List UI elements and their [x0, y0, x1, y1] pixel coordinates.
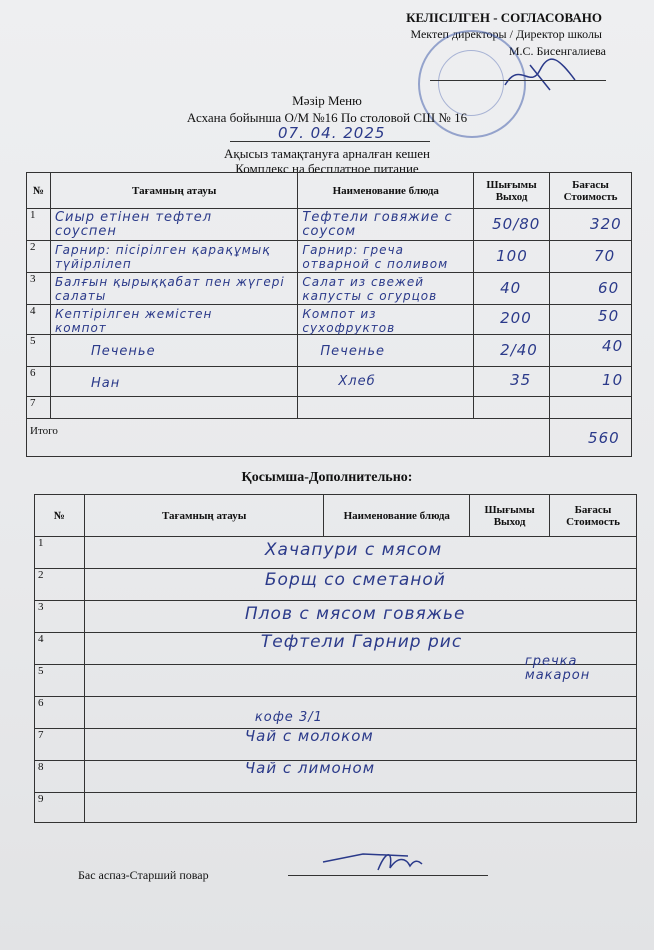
extra-dish: Чай с лимоном: [244, 759, 376, 777]
canteen-line: Асхана бойынша О/М №16 По столовой СШ № 16: [186, 110, 468, 125]
row-number: 6: [30, 367, 36, 379]
col-number: №: [27, 173, 51, 209]
row-number: 7: [30, 397, 36, 409]
free-meal-kz: Ақысыз тамақтануға арналған кешен: [224, 146, 430, 161]
row-number: 1: [38, 537, 44, 549]
row-number: 5: [30, 335, 36, 347]
row-number: 8: [38, 761, 44, 773]
col-price: Бағасы Стоимость: [550, 495, 637, 537]
extra-dish: Хачапури с мясом: [264, 540, 443, 560]
dish-ru: Компот из сухофруктов: [302, 307, 396, 335]
free-meal-ru: Комплекс на бесплатное питание: [235, 161, 419, 176]
dish-ru: Хлеб: [338, 374, 376, 389]
dish-price: 10: [602, 371, 624, 389]
dish-price: 60: [598, 279, 620, 297]
dish-output: 50/80: [492, 215, 541, 233]
table-row: [35, 665, 637, 697]
dish-kz: Балғын қырыққабат пен жүгері салаты: [54, 275, 285, 303]
extra-menu-table: [34, 494, 637, 823]
approval-title: КЕЛІСІЛГЕН - СОГЛАСОВАНО: [406, 10, 602, 25]
table-row: [27, 273, 632, 305]
col-name-kz: Тағамның атауы: [84, 495, 323, 537]
approval-name: М.С. Бисенгалиева: [508, 44, 606, 58]
table-row: [35, 569, 637, 601]
dish-output: 200: [500, 309, 532, 327]
dish-output: 40: [500, 279, 522, 297]
row-number: 3: [38, 601, 44, 613]
row-number: 2: [30, 241, 36, 253]
extra-dish: гречка макарон: [524, 654, 591, 683]
row-number: 6: [38, 697, 44, 709]
row-number: 3: [30, 273, 36, 285]
dish-ru: Печенье: [320, 344, 386, 359]
table-row: [35, 697, 637, 729]
table-row: [35, 761, 637, 793]
dish-ru: Салат из свежей капусты с огурцов: [302, 275, 438, 303]
extra-dish: Чай с молоком: [244, 727, 374, 745]
table-row: [27, 305, 632, 335]
total-value: 560: [588, 429, 620, 447]
row-number: 7: [38, 729, 44, 741]
dish-output: 100: [496, 247, 528, 265]
dish-ru: Тефтели говяжие с соусом: [302, 210, 453, 239]
approval-role: Мектеп директоры / Директор школы: [410, 27, 602, 41]
total-label: Итого: [30, 425, 58, 437]
dish-kz: Печенье: [90, 344, 156, 359]
menu-date: 07. 04. 2025: [278, 124, 386, 142]
row-number: 2: [38, 569, 44, 581]
col-output: Шығымы Выход: [474, 173, 550, 209]
chef-signature: [318, 842, 438, 878]
dish-price: 70: [594, 247, 616, 265]
table-row: [27, 209, 632, 241]
date-line: [230, 141, 430, 142]
col-name-ru: Наименование блюда: [324, 495, 470, 537]
dish-price: 320: [590, 215, 622, 233]
main-menu-table: [26, 172, 632, 457]
extra-dish: Борщ со сметаной: [264, 570, 446, 590]
table-row: [27, 367, 632, 397]
row-number: 1: [30, 209, 36, 221]
dish-kz: Кептірілген жемістен компот: [54, 307, 213, 335]
table-row: [27, 397, 632, 419]
dish-price: 50: [598, 307, 620, 325]
director-signature: [500, 55, 580, 95]
extra-dish: кофе 3/1: [254, 710, 323, 725]
extra-section-title: Қосымша-Дополнительно:: [241, 470, 413, 485]
table-row: [27, 241, 632, 273]
table-row: [27, 335, 632, 367]
dish-price: 40: [602, 337, 624, 355]
extra-dish: Тефтели Гарнир рис: [260, 632, 463, 652]
col-name-ru: Наименование блюда: [298, 173, 474, 209]
dish-output: 2/40: [500, 341, 538, 359]
total-row: [27, 419, 632, 457]
table-row: [35, 793, 637, 823]
extra-dish: Плов с мясом говяжье: [244, 604, 466, 624]
row-number: 5: [38, 665, 44, 677]
approval-line: [430, 80, 606, 81]
row-number: 4: [38, 633, 44, 645]
col-name-kz: Тағамның атауы: [50, 173, 297, 209]
dish-output: 35: [510, 371, 532, 389]
row-number: 9: [38, 793, 44, 805]
col-output: Шығымы Выход: [470, 495, 550, 537]
table-row: [35, 729, 637, 761]
dish-kz: Гарнир: пісірілген қарақұмық түйірлілеп: [54, 243, 271, 271]
dish-kz: Нан: [90, 376, 121, 391]
menu-title: Мәзір Меню: [292, 93, 362, 108]
dish-ru: Гарнир: греча отварной с поливом: [302, 243, 449, 271]
chef-label: Бас аспаз-Старший повар: [78, 868, 209, 882]
col-number: №: [35, 495, 85, 537]
table-row: [35, 537, 637, 569]
table-row: [35, 601, 637, 633]
row-number: 4: [30, 305, 36, 317]
col-price: Бағасы Стоимость: [550, 173, 632, 209]
dish-kz: Сиыр етінен тефтел соуспен: [54, 210, 213, 239]
